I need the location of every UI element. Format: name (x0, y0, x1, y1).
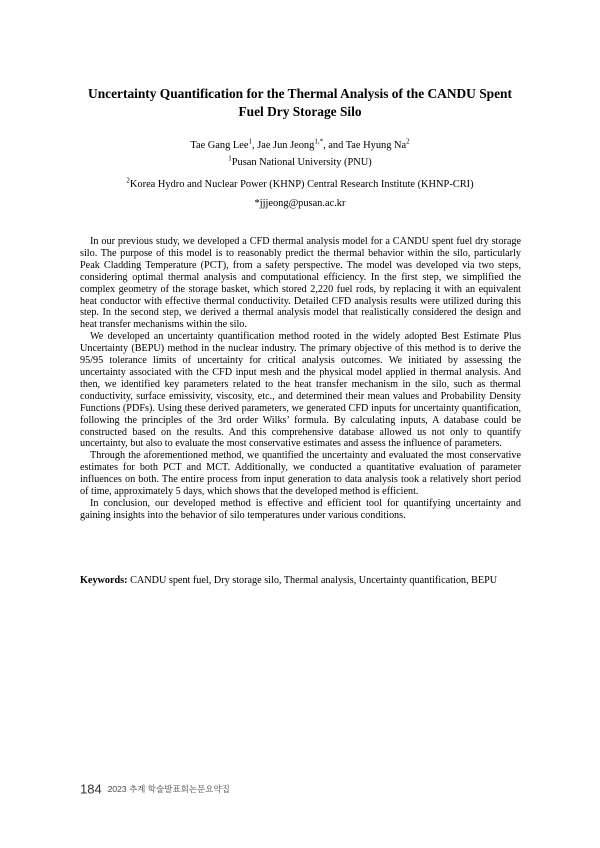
page-footer (80, 780, 230, 798)
affiliation-1 (60, 156, 540, 170)
affiliation-mark: 1 (228, 154, 232, 163)
abstract-paragraph: We developed an uncertainty quantification method rooted in the widely adopted Best Estimate Plus Uncertainty (BEPU) method in the nuclear industry. The primary objective of this method is to derive the 95/95 tolerance limits of uncertainty for critical analysis outcomes. We initiated by assessing the uncertainty associated with the CFD input mesh and the physical model applied in thermal analysis. And then, we identified key parameters related to the heat transfer mechanism in the silo, such as thermal conductivity, surface emissivity, viscosity, etc., and determined their mean values and Probability Density Functions (PDFs). Using these derived parameters, we generated CFD inputs for uncertainty quantification, following the principles of the 3rd order Wilks’ formula. By calculating inputs, A database could be constructed based on the results. And this comprehensive database allowed us not only to quantify uncertainty, but also to evaluate the most conservative estimates and assess the influence of parameters. (80, 331, 521, 450)
abstract-paragraph: In our previous study, we developed a CFD thermal analysis model for a CANDU spent fuel dry storage silo. The purpose of this model is to reasonably predict the thermal behavior within the silo, particularly Peak Cladding Temperature (PCT), from a safety perspective. The model was developed via two steps, considering optimal thermal analysis and computational efficiency. In the first step, we simplified the complex geometry of the storage basket, which stored 2,220 fuel rods, by replacing it with an equivalent heat conductor with effective thermal conductivity. Detailed CFD analysis results were utilized during this step. In the second step, we derived a thermal analysis model that realistically considered the design and heat transfer mechanisms within the silo. (80, 236, 521, 331)
proceedings-title: 2023 추계 학술발표회논문요약집 (107, 783, 230, 794)
author-list (60, 139, 540, 153)
paper-title: Uncertainty Quantification for the Thermal Analysis of the CANDU Spent Fuel Dry Storage Silo (88, 86, 512, 119)
corresponding-email: *jjjeong@pusan.ac.kr (254, 198, 346, 209)
affiliation-text: Pusan National University (PNU) (231, 157, 372, 168)
keywords-label: Keywords: (80, 575, 128, 586)
author-separator: , (251, 140, 258, 151)
author-separator: , and (323, 140, 346, 151)
author-affiliation-mark: 2 (406, 137, 410, 146)
author-name: Tae Hyung Na (345, 140, 407, 151)
author-name: Tae Gang Lee (190, 140, 249, 151)
page-number: 184 (80, 781, 102, 797)
author-name: Jae Jun Jeong (257, 140, 315, 151)
keywords-line (80, 575, 521, 587)
abstract-paragraph: Through the aforementioned method, we quantified the uncertainty and evaluated the most conservative estimates for both PCT and MCT. Additionally, we conducted a quantitative evaluation of parameter influences on both. The entire process from input generation to data analysis took a relatively short period of time, approximately 5 days, which shows that the developed method is efficient. (80, 450, 521, 498)
abstract-body (80, 236, 521, 522)
affiliation-mark: 2 (126, 176, 130, 185)
affiliation-text: Korea Hydro and Nuclear Power (KHNP) Central Research Institute (KHNP-CRI) (129, 179, 474, 190)
abstract-paragraph: In conclusion, our developed method is effective and efficient tool for quantifying uncertainty and gaining insights into the behavior of silo temperatures under various conditions. (80, 497, 521, 521)
affiliation-2 (60, 178, 540, 192)
author-affiliation-mark: 1,* (314, 137, 324, 146)
author-affiliation-mark: 1 (248, 137, 252, 146)
keywords-text: CANDU spent fuel, Dry storage silo, Thermal analysis, Uncertainty quantification, BEPU (127, 575, 498, 586)
